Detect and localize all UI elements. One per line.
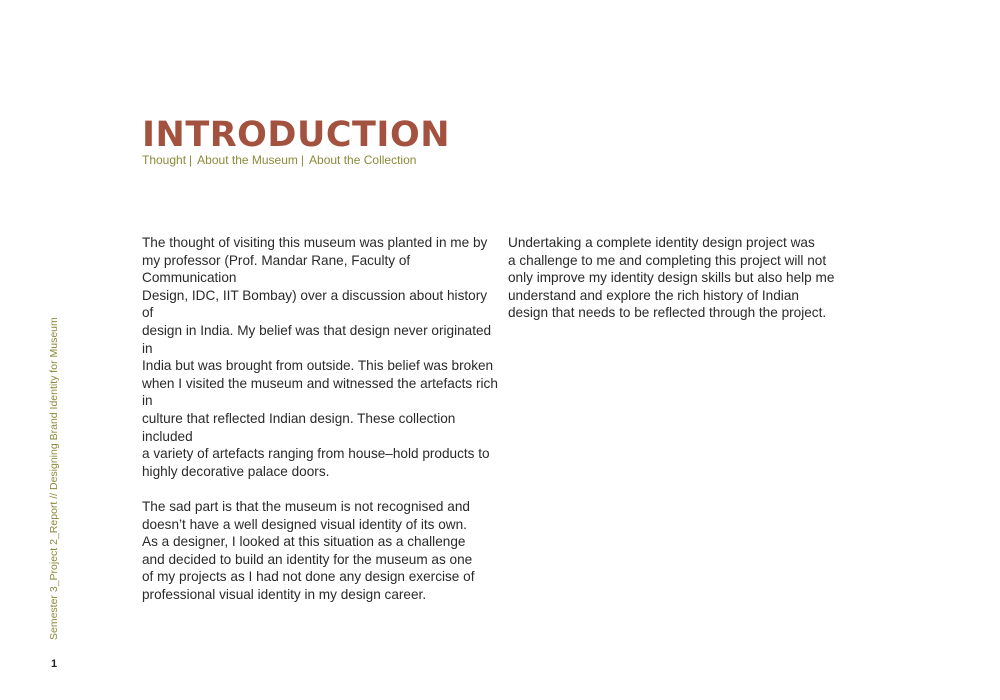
running-title: Semester 3_Project 2_Report // Designing Brand Identity for Museum [48, 317, 60, 640]
section-subnav [142, 153, 416, 167]
body-paragraph: The thought of visiting this museum was planted in me by my professor (Prof. Mandar Rane, Faculty of Communication Design, IDC, IIT Bombay) over a discussion about history of design in India. My belief was that design never originated in India but was brought from outside. This belief was broken when I visited the museum and witnessed the artefacts rich in culture that reflected Indian design. These collection included a variety of artefacts ranging from house–hold products to highly decorative palace doors. [142, 235, 498, 479]
subnav-item-about-collection[interactable]: About the Collection [309, 153, 417, 167]
right-text-column [508, 234, 853, 340]
page-number: 1 [51, 658, 58, 670]
body-paragraph: The sad part is that the museum is not recognised and doesn’t have a well designed visual identity of its own. As a designer, I looked at this situation as a challenge and decided to build an identity for the museum as one of my projects as I had not done any design exercise of professional visual identity in my design career. [142, 498, 475, 602]
subnav-separator: | [189, 153, 193, 167]
subnav-separator: | [300, 153, 305, 167]
left-text-column [142, 234, 502, 621]
body-paragraph: Undertaking a complete identity design project was a challenge to me and completing this project will not only improve my identity design skills but also help me understand and explore the rich history of Indian design that needs to be reflected through the project. [508, 235, 835, 321]
subnav-item-thought[interactable]: Thought [142, 153, 187, 167]
subnav-item-about-museum[interactable]: About the Museum [197, 153, 298, 167]
page-title: INTRODUCTION [142, 115, 450, 155]
